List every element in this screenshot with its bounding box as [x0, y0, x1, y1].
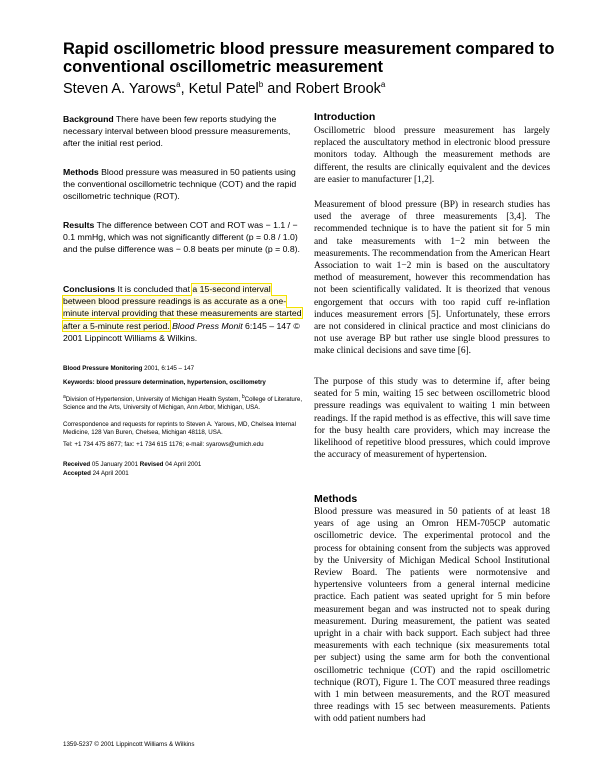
copyright-footer: 1359-5237 © 2001 Lippincott Williams & Wilkins — [63, 741, 195, 748]
author-affiliation-mark: a — [176, 80, 181, 89]
abstract-conclusions: Conclusions It is concluded that a 15-second interval between blood pressure readings is as accurate as a one-minute interval providing that these measurements are started after a 5-minute rest period. Blood Press Monit 6:145 – 147 © 2001 Lippincott Williams & Wilkins. — [63, 284, 302, 343]
journal-reference: Blood Pressure Monitoring 2001, 6:145 – 147 — [63, 365, 195, 372]
abstract-results: Results The difference between COT and ROT was − 1.1 / − 0.1 mmHg, which was not significantly different (p = 0.8 / 1.0) and the pulse difference was − 0.8 beats per minute (p = 0.8). — [63, 220, 300, 255]
paragraph: Measurement of blood pressure (BP) in research studies has used the average of three measurements [3,4]. The recommended technique is to have the patient sit for 5 min and take measurements with 1−2 min between the measurements. The recommendation from the American Heart Association to wait 1−2 min is based on the auscultatory method of measurement, however this recommendation has not been scientifically validated. It is theorized that venous engorgement that occurs with too rapid cuff re-inflation induces measurement errors [5]. Unfortunately, these errors are not considered in clinical practice and most clinicians do not use average BP but rather use single blood pressures to make clinical decisions and save time [6]. — [314, 200, 550, 357]
correspondence: Correspondence and requests for reprints to Steven A. Yarows, MD, Chelsea Internal Medicine, 128 Van Buren, Chelsea, Michigan 48118, USA. — [63, 421, 296, 436]
dates-received-revised: Received 05 January 2001 Revised 04 April 2001 — [63, 461, 202, 468]
author-name: Steven A. Yarows — [63, 80, 177, 97]
contact-info: Tel: +1 734 475 8677; fax: +1 734 615 1176; e-mail: syarows@umich.edu — [63, 441, 264, 448]
author-affiliation-mark: b — [258, 80, 264, 89]
paragraph: Oscillometric blood pressure measurement has largely replaced the auscultatory method in electronic blood pressure monitors today. Although the measurement methods are different, the results are clinically equivalent and the devices are easier to manufacturer [1,2]. — [314, 126, 550, 185]
highlighted-text[interactable]: a 15-second interval between blood pressure readings is as accurate as a one-minute interval providing that these measurements are started after a 5-minute rest period. — [63, 284, 302, 331]
author-affiliation-mark: a — [380, 80, 386, 89]
affiliations: $^a$Division of Hypertension, University of Michigan Health System, $^b$College of Literature, Science and the Arts, University of Michigan, Ann Arbor, Michigan, USA. — [63, 394, 303, 412]
paragraph: The purpose of this study was to determine if, after being seated for 5 min, waiting 15 sec between oscillometric blood pressure readings was equivalent to waiting 1 min between readings. If the rapid method is as effective, this will save time for the busy health care providers, which may increase the likelihood of repetitive blood pressures, which could improve the accuracy of measurement of hypertension. — [314, 377, 550, 461]
date-accepted: Accepted 24 April 2001 — [63, 470, 129, 477]
author-list: Steven A. Yarows$^a$, Ketul Patel$^b$ and Robert Brook$^a$ — [63, 80, 386, 97]
paragraph: Blood pressure was measured in 50 patients of at least 18 years of age using an Omron HEM-705CP automatic oscillometric device. The experimental protocol and the process for obtaining consent from the subjects was approved by the University of Michigan Medical School Institutional Review Board. The patients were normotensive and hypertensive volunteers from a general internal medicine practice. Each patient was seated upright for 5 min before measurement began and was instructed not to speak during measurement. During measurement, the patient was seated upright in a chair with back support. Each subject had three measurements with each technique (six measurements total per subject) using the same arm for both the conventional oscillometric technique (COT) and the rapid oscillometric technique (ROT), Figure 1. The COT measured three readings with 1 min between measurements, and the ROT measured three readings with 15 sec between measurements. Patients with odd patient numbers had — [314, 507, 550, 725]
abstract-background: Background There have been few reports studying the necessary interval between blood pressure measurements, after the initial rest period. — [63, 114, 291, 149]
article-title: Rapid oscillometric blood pressure measurement compared to conventional oscillometric measurement — [63, 40, 555, 76]
author-name: Ketul Patel — [188, 80, 259, 97]
author-name: Robert Brook — [295, 80, 381, 97]
abstract-methods: Methods Blood pressure was measured in 50 patients using the conventional oscillometric technique (COT) and the rapid oscillometric technique (ROT). — [63, 167, 297, 202]
section-heading-methods: Methods — [314, 493, 358, 505]
keywords: Keywords: blood pressure determination, hypertension, oscillometry — [63, 379, 266, 386]
section-heading-introduction: Introduction — [314, 111, 376, 123]
